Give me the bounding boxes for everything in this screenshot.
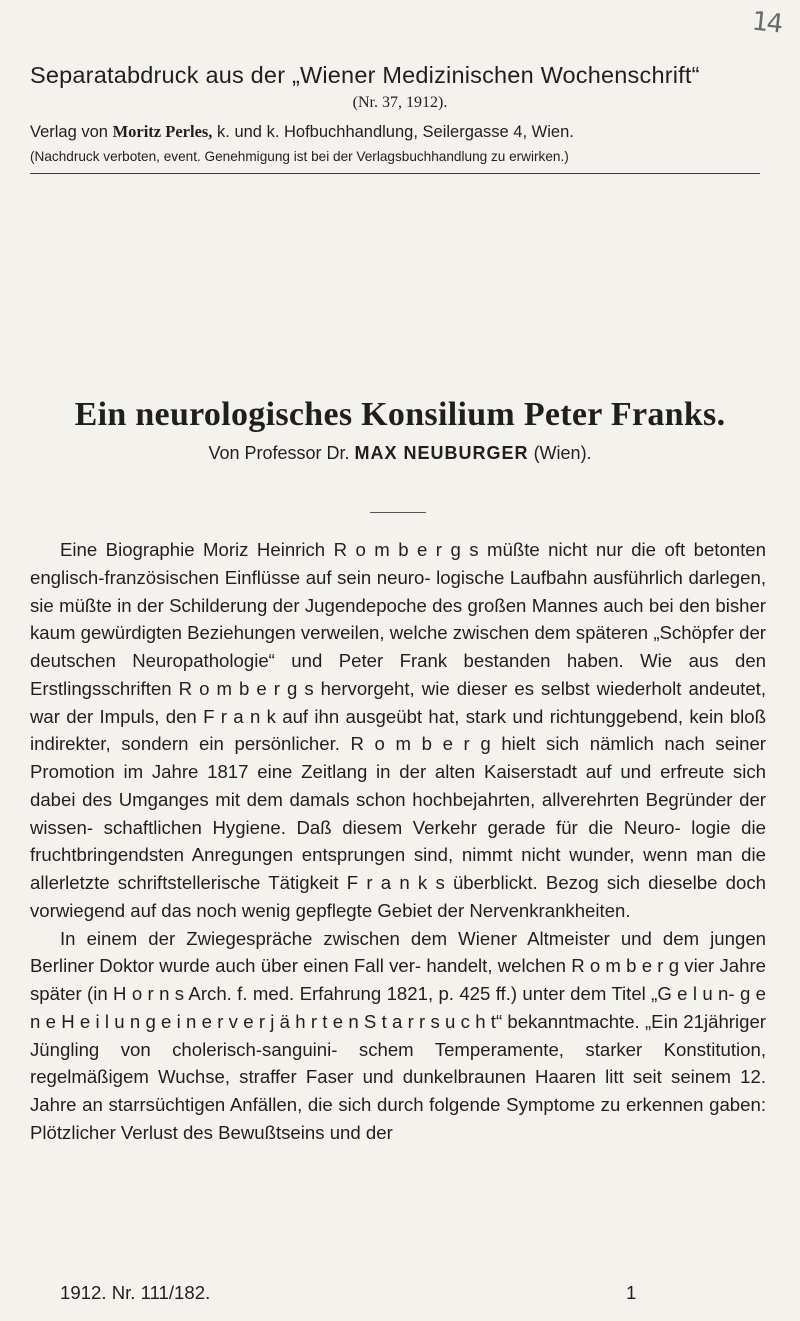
reprint-notice: (Nachdruck verboten, event. Genehmigung ist bei der Verlagsbuchhandlung zu erwirken.) bbox=[30, 149, 569, 164]
author-name: MAX NEUBURGER bbox=[354, 443, 529, 463]
author-location: (Wien). bbox=[533, 443, 592, 463]
title-divider bbox=[370, 512, 426, 513]
header-divider bbox=[30, 173, 760, 174]
footer-journal-ref: 1912. Nr. 111/182. bbox=[60, 1282, 211, 1303]
article-title: Ein neurologisches Konsilium Peter Franks. bbox=[74, 396, 726, 433]
paragraph: Eine Biographie Moriz Heinrich R o m b e r g s müßte nicht nur die oft betonten englisch-französischen Einflüsse auf sein neuro- logische Laufbahn ausführlich darlegen, sie müßte in der Schilderung der Jugendepoche des großen Mannes auch bei den bisher kaum gewürdigten Beziehungen verweilen, welche zwischen dem späteren „Schöpfer der deutschen Neuropathologie“ und Peter Frank bestanden haben. Wie aus den Erstlingsschriften R o m b e r g s hervorgeht, wie dieser es selbst wiederholt andeutet, war der Impuls, den F r a n k auf ihn ausgeübt hat, stark und richtunggebend, kein bloß indirekter, sondern ein persönlicher. R o m b e r g hielt sich nämlich nach seiner Promotion im Jahre 1817 eine Zeitlang in der alten Kaiserstadt auf und erfreute sich dabei des Umganges mit dem damals schon hochbejahrten, allverehrten Begründer der wissen- schaftlichen Hygiene. Daß diesem Verkehr gerade für die Neuro- logie die fruchtbringendsten Anregungen entsprungen sind, nimmt nicht wunder, wenn man die allerletzte schriftstellerische Tätigkeit F r a n k s überblickt. Bezog sich dieselbe doch vorwiegend auf das noch wenig gepflegte Gebiet der Nervenkrankheiten. bbox=[30, 539, 766, 921]
page-number: 1 bbox=[626, 1282, 637, 1303]
author-line bbox=[0, 443, 800, 464]
publisher-details: k. und k. Hofbuchhandlung, Seilergasse 4, Wien. bbox=[217, 123, 574, 141]
issue-line: (Nr. 37, 1912). bbox=[352, 94, 448, 111]
publisher-prefix: Verlag von bbox=[30, 123, 108, 141]
publisher-line bbox=[30, 122, 780, 142]
paragraph: In einem der Zwiegespräche zwischen dem Wiener Altmeister und dem jungen Berliner Doktor wurde auch über einen Fall ver- handelt, welchen R o m b e r g vier Jahre später (in H o r n s Arch. f. med. Erfahrung 1821, p. 425 ff.) unter dem Titel „G e l u n- g e n e H e i l u n g e i n e r v e r j ä h r t e n S t a r r s u c h t“ bekanntmachte. „Ein 21jähriger Jüngling von cholerisch-sanguini- schem Temperamente, starker Konstitution, regelmäßigem Wuchse, straffer Faser und dunkelbraunen Haaren litt seit seinem 12. Jahre an starrsüchtigen Anfällen, die sich durch folgende Symptome zu erkennen gaben: Plötzlicher Verlust des Bewußtseins und der bbox=[30, 927, 766, 1143]
reprint-heading: Separatabdruck aus der „Wiener Medizinischen Wochenschrift“ bbox=[30, 62, 700, 88]
article-body bbox=[30, 536, 766, 1147]
publisher-name: Moritz Perles, bbox=[112, 122, 213, 141]
handwritten-margin-note: 14 bbox=[750, 6, 783, 40]
author-prefix: Von Professor Dr. bbox=[208, 443, 350, 463]
